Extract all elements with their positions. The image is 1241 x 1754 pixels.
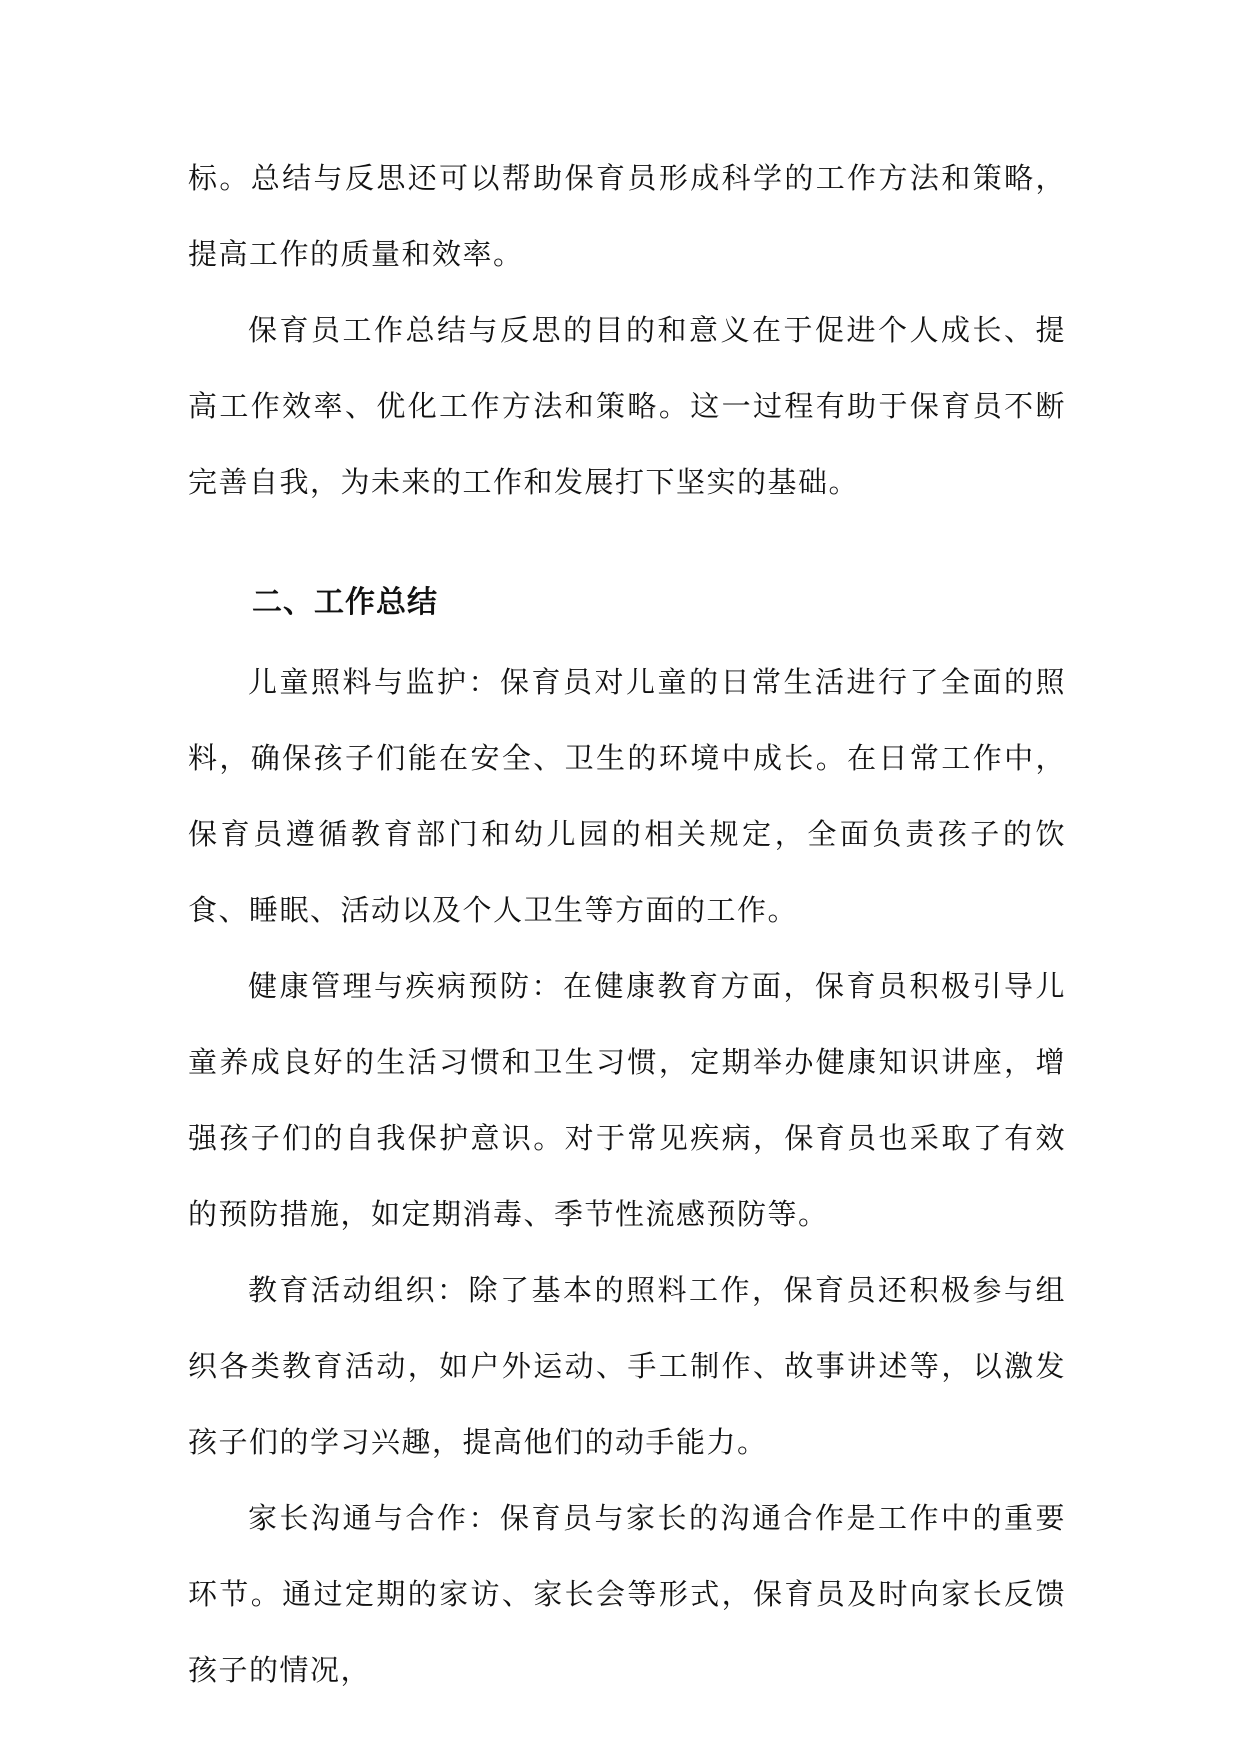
paragraph-continuation: 标。总结与反思还可以帮助保育员形成科学的工作方法和策略，提高工作的质量和效率。	[188, 161, 1066, 271]
paragraph-child-care: 儿童照料与监护：保育员对儿童的日常生活进行了全面的照料，确保孩子们能在安全、卫生的环境中成长。在日常工作中，保育员遵循教育部门和幼儿园的相关规定，全面负责孩子的饮食、睡眠、活动以及个人卫生等方面的工作。	[188, 665, 1066, 927]
paragraph-parent-communication: 家长沟通与合作：保育员与家长的沟通合作是工作中的重要环节。通过定期的家访、家长会等形式，保育员及时向家长反馈孩子的情况，	[188, 1501, 1066, 1687]
paragraph-health-management: 健康管理与疾病预防：在健康教育方面，保育员积极引导儿童养成良好的生活习惯和卫生习惯，定期举办健康知识讲座，增强孩子们的自我保护意识。对于常见疾病，保育员也采取了有效的预防措施，如定期消毒、季节性流感预防等。	[188, 969, 1066, 1231]
document-body	[188, 140, 1066, 1708]
section-heading-work-summary: 二、工作总结	[252, 585, 438, 620]
paragraph-purpose-meaning: 保育员工作总结与反思的目的和意义在于促进个人成长、提高工作效率、优化工作方法和策略。这一过程有助于保育员不断完善自我，为未来的工作和发展打下坚实的基础。	[188, 313, 1066, 499]
paragraph-education-activities: 教育活动组织：除了基本的照料工作，保育员还积极参与组织各类教育活动，如户外运动、手工制作、故事讲述等，以激发孩子们的学习兴趣，提高他们的动手能力。	[188, 1273, 1066, 1459]
